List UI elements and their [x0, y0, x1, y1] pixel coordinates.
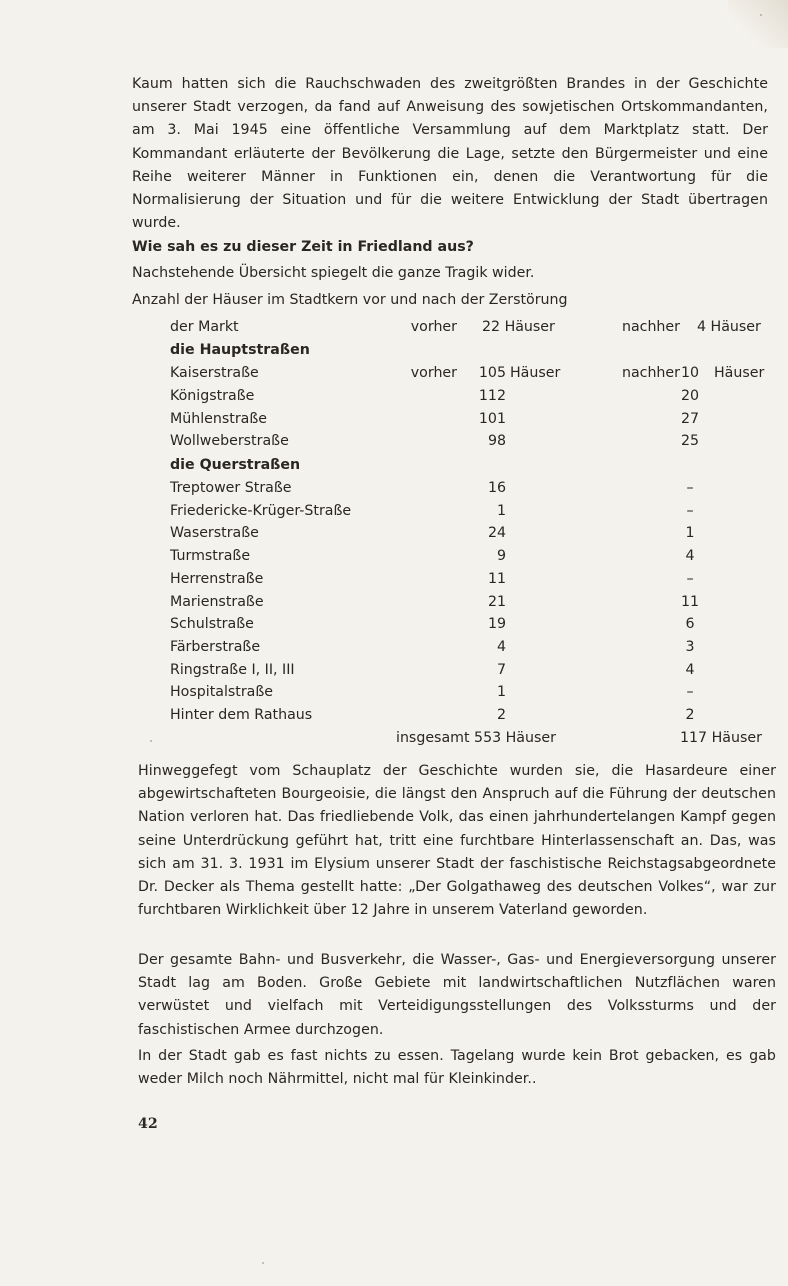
paper-speck: [150, 740, 152, 742]
street-name: Mühlenstraße: [170, 410, 268, 427]
street-name: Marienstraße: [170, 593, 264, 610]
page-number: 42: [138, 1116, 158, 1132]
after-count: –: [686, 684, 694, 701]
before-count: 24: [487, 525, 506, 542]
table-row: [0, 430, 788, 453]
before-label: vorher: [410, 319, 457, 335]
after-count: 1: [685, 525, 695, 542]
table-row: [0, 659, 788, 682]
after-count: 4: [685, 548, 695, 565]
table-row: [0, 500, 788, 523]
after-count: 20: [680, 388, 700, 404]
street-name: Hinter dem Rathaus: [170, 707, 313, 723]
after-count: –: [686, 480, 694, 496]
after-label: nachher: [621, 365, 680, 381]
street-name: Treptower Straße: [170, 480, 292, 496]
question-heading: Wie sah es zu dieser Zeit in Friedland aus?: [132, 239, 474, 255]
paragraph-2: Hinweggefegt vom Schauplatz der Geschichte wurden sie, die Hasardeure einer abgewirtschafteten Bourgeoisie, die längst den Anspruch auf die Führung der deutschen Nation verloren hat. Das friedliebende Volk, das einen jahrhundertelangen Kampf gegen seine Unterdrückung geführt hat, tritt eine furchtbare Hinterlassenschaft an. Das, was sich am 31. 3. 1931 im Elysium unserer Stadt der faschistische Reichstagsabgeordnete Dr. Decker als Thema gestellt hatte: „Der Golgathaweg des deutschen Volkes“, war zur furchtbaren Wirklichkeit über 12 Jahre in unserem Vaterland geworden.: [138, 763, 776, 919]
count-line: Anzahl der Häuser im Stadtkern vor und nach der Zerstörung: [132, 292, 568, 308]
street-name: Turmstraße: [170, 548, 251, 565]
table-row: [0, 545, 788, 568]
street-name: Wollweberstraße: [170, 433, 289, 450]
table-row-markt: [0, 316, 788, 339]
before-count: 22 Häuser: [482, 319, 555, 335]
table-section-heading: [0, 339, 788, 362]
before-count: 98: [487, 433, 506, 450]
table-row: [0, 522, 788, 545]
paragraph-4: In der Stadt gab es fast nichts zu essen. Tagelang wurde kein Brot gebacken, es gab weder Milch noch Nährmittel, nicht mal für Kleinkinder..: [138, 1048, 776, 1088]
before-count: 105: [478, 365, 506, 381]
after-count: 3: [685, 638, 695, 655]
before-count: 112: [478, 388, 506, 404]
paper-speck: [262, 1262, 264, 1264]
total-after: 117 Häuser: [680, 730, 762, 746]
after-count: 10: [680, 365, 700, 381]
before-count: 101: [478, 410, 506, 427]
table-row-kaiser: [0, 362, 788, 385]
after-label: nachher: [621, 319, 680, 335]
table-row: [0, 408, 788, 431]
table-row: [0, 636, 788, 659]
after-count: –: [686, 502, 694, 519]
before-count: 9: [496, 548, 506, 565]
before-count: 11: [487, 570, 506, 587]
paragraph-3: Der gesamte Bahn- und Busverkehr, die Wasser-, Gas- und Energieversorgung unserer Stadt lag am Boden. Große Gebiete mit landwirtschaftlichen Nutzflächen waren verwüstet und vielfach mit Verteidigungsstellungen des Volkssturms und der faschistischen Armee durchzogen.: [138, 952, 776, 1038]
before-count: 1: [496, 502, 506, 519]
overview-line: Nachstehende Übersicht spiegelt die ganze Tragik wider.: [132, 265, 535, 281]
paper-speck: [760, 14, 762, 16]
after-unit: Häuser: [714, 365, 765, 381]
after-count: 25: [680, 433, 700, 450]
page-corner-shadow: [728, 0, 788, 48]
before-count: 2: [496, 707, 506, 723]
section-heading-quer: die Querstraßen: [170, 457, 301, 473]
intro-paragraph: Kaum hatten sich die Rauchschwaden des zweitgrößten Brandes in der Geschichte unserer Stadt verzogen, da fand auf Anweisung des sowjetischen Ortskommandanten, am 3. Mai 1945 eine öffentliche Versammlung auf dem Marktplatz statt. Der Kommandant erläuterte der Bevölkerung die Lage, setzte den Bürgermeister und eine Reihe weiterer Männer in Funktionen ein, denen die Verantwortung für die Normalisierung der Situation und für die weitere Entwicklung der Stadt übertragen wurde.: [132, 76, 768, 232]
street-name: Ringstraße I, II, III: [170, 661, 295, 678]
table-row: [0, 704, 788, 727]
table-row: [0, 568, 788, 591]
before-count: 4: [496, 638, 506, 655]
street-name: Waserstraße: [170, 525, 259, 542]
after-count: 4 Häuser: [697, 319, 761, 335]
before-label: vorher: [410, 365, 457, 381]
street-name: Kaiserstraße: [170, 365, 259, 381]
street-name: der Markt: [170, 319, 239, 335]
street-name: Färberstraße: [170, 638, 261, 655]
after-count: –: [686, 570, 694, 587]
after-count: 2: [685, 707, 695, 723]
street-name: Herrenstraße: [170, 570, 264, 587]
table-total-row: [0, 727, 788, 749]
section-heading-haupt: die Hauptstraßen: [170, 342, 310, 358]
street-name: Schulstraße: [170, 616, 254, 633]
before-count: 21: [487, 593, 506, 610]
after-count: 27: [680, 410, 700, 427]
table-section-heading: [0, 454, 788, 477]
after-count: 4: [685, 661, 695, 678]
before-count: 7: [496, 661, 506, 678]
before-count: 1: [496, 684, 506, 701]
after-count: 6: [685, 616, 695, 633]
total-before: insgesamt 553 Häuser: [396, 730, 556, 746]
table-row: [0, 613, 788, 636]
table-row: [0, 591, 788, 614]
street-name: Königstraße: [170, 388, 255, 404]
table-row: [0, 681, 788, 704]
before-count: 19: [487, 616, 506, 633]
before-unit: Häuser: [510, 365, 561, 381]
street-name: Hospitalstraße: [170, 684, 274, 701]
table-row: [0, 385, 788, 408]
street-name: Friedericke-Krüger-Straße: [170, 502, 352, 519]
after-count: 11: [680, 593, 700, 610]
before-count: 16: [487, 480, 506, 496]
table-row: [0, 477, 788, 500]
